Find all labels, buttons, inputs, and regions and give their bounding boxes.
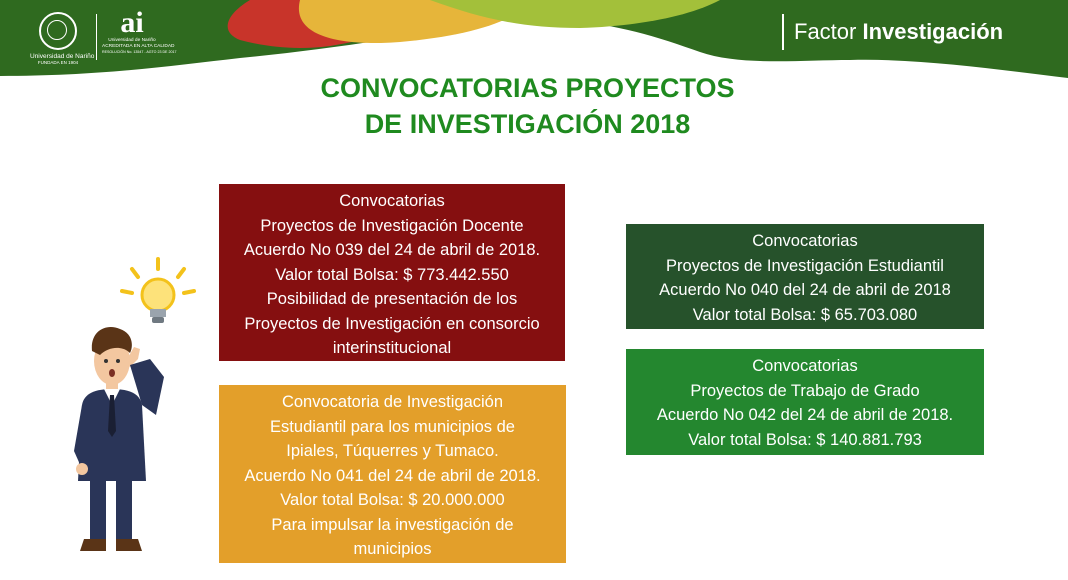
box-line: Convocatorias [752, 232, 858, 250]
box-line: Proyectos de Investigación Estudiantil [666, 256, 944, 275]
box-line: Estudiantil para los municipios de [270, 417, 515, 436]
box-line: Valor total Bolsa: $ 773.442.550 [275, 265, 509, 284]
brand-factor-investigacion [782, 12, 1003, 52]
university-founded: FUNDADA EN 1904 [37, 60, 79, 65]
call-box-municipios [219, 385, 566, 563]
box-line: Proyectos de Trabajo de Grado [690, 381, 920, 400]
box-line: Acuerdo No 040 del 24 de abril de 2018 [659, 281, 951, 299]
box-line: Valor total Bolsa: $ 140.881.793 [688, 430, 922, 449]
box-line: Proyectos de Investigación Docente [260, 216, 524, 235]
box-line: Acuerdo No 042 del 24 de abril de 2018. [656, 406, 954, 424]
businessman-idea-illustration [60, 255, 200, 555]
page-title [0, 70, 1055, 142]
university-seal-icon [39, 12, 77, 50]
brand-word-investigacion: Investigación [862, 19, 1004, 44]
university-name: Universidad de Nariño [30, 53, 95, 60]
ai-mark: ai [120, 6, 144, 39]
page-title-line-2: DE INVESTIGACIÓN 2018 [364, 109, 691, 139]
box-line: Acuerdo No 039 del 24 de abril de 2018. [243, 241, 541, 259]
box-line: Valor total Bolsa: $ 65.703.080 [692, 305, 918, 324]
box-line: Para impulsar la investigación de [271, 515, 514, 534]
box-line: Convocatoria de Investigación [281, 393, 504, 411]
box-line: Posibilidad de presentación de los [266, 290, 518, 308]
box-line: Convocatorias [752, 357, 858, 375]
lightbulb-icon [122, 259, 194, 323]
box-line: Acuerdo No 041 del 24 de abril de 2018. [244, 466, 541, 485]
box-line: Ipiales, Túquerres y Tumaco. [286, 442, 499, 460]
box-line: Proyectos de Investigación en consorcio [244, 314, 540, 333]
box-line: interinstitucional [332, 339, 452, 357]
accreditation-line-1: Universidad de Nariño [108, 38, 156, 43]
brand-text [794, 19, 1003, 45]
call-box-trabajo-grado [626, 349, 984, 455]
call-box-docente [219, 184, 565, 361]
accreditation-logo [102, 6, 177, 55]
box-line: Convocatorias [339, 192, 445, 210]
accreditation-line-2: ACREDITADA EN ALTA CALIDAD [102, 44, 175, 49]
brand-divider [782, 14, 784, 50]
businessman-figure [74, 327, 164, 551]
box-line: Valor total Bolsa: $ 20.000.000 [280, 491, 505, 509]
call-box-estudiantil [626, 224, 984, 329]
page-title-line-1: CONVOCATORIAS PROYECTOS [320, 73, 735, 103]
logo-divider [96, 14, 97, 60]
accreditation-line-3: RESOLUCIÓN No. 13547 - AGTO 23 DE 2017 [102, 50, 177, 54]
box-line: municipios [353, 540, 432, 558]
university-logo [30, 12, 95, 66]
brand-word-factor: Factor [794, 19, 857, 44]
